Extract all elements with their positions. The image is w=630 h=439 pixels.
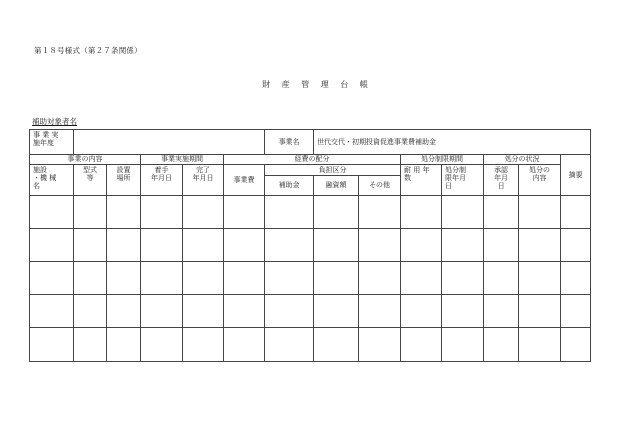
subsidy-target-label: 補助対象者名	[32, 117, 77, 126]
disposal-content-header: 処分の 内容	[519, 165, 561, 196]
sub-header-row	[30, 165, 591, 176]
project-year-label: 事 業 実 施年度	[30, 130, 74, 155]
group-header-row	[30, 155, 591, 165]
period-group-header: 事業実施期間	[141, 155, 224, 165]
property-ledger-table	[29, 129, 591, 362]
content-group-header: 事業の内容	[30, 155, 141, 165]
facility-header: 施設 ・機 械 名	[30, 165, 74, 196]
disposal-group-header: 処分の状況	[484, 155, 561, 165]
restriction-date-header: 処分制 限年月 日	[442, 165, 484, 196]
restriction-group-header: 処分制限期間	[401, 155, 484, 165]
cost-group-header: 経費の配分	[224, 155, 401, 165]
project-info-row	[30, 130, 591, 155]
cost-header: 事業費	[224, 165, 265, 196]
table-row[interactable]	[30, 295, 591, 328]
useful-life-header: 耐 用 年 数	[401, 165, 442, 196]
table-row[interactable]	[30, 328, 591, 362]
table-row[interactable]	[30, 229, 591, 262]
other-header: その他	[359, 176, 401, 196]
start-date-header: 着手 年月日	[141, 165, 183, 196]
loan-header: 融資額	[314, 176, 359, 196]
remarks-header: 摘要	[561, 155, 591, 196]
project-year-value[interactable]	[74, 130, 265, 155]
approval-date-header: 承認 年月 日	[484, 165, 519, 196]
table-row[interactable]	[30, 262, 591, 295]
location-header: 設置 場所	[107, 165, 141, 196]
table-row[interactable]	[30, 196, 591, 229]
end-date-header: 完了 年月日	[183, 165, 224, 196]
subsidy-header: 補助金	[265, 176, 314, 196]
model-header: 型式 等	[74, 165, 107, 196]
project-name-value: 世代交代・初期投資促進事業費補助金	[314, 130, 591, 155]
form-number: 第１８号様式（第２７条関係）	[34, 46, 142, 55]
page-title: 財 産 管 理 台 帳	[262, 80, 368, 89]
burden-group-header: 負担区分	[265, 165, 401, 176]
project-name-label: 事業名	[265, 130, 314, 155]
